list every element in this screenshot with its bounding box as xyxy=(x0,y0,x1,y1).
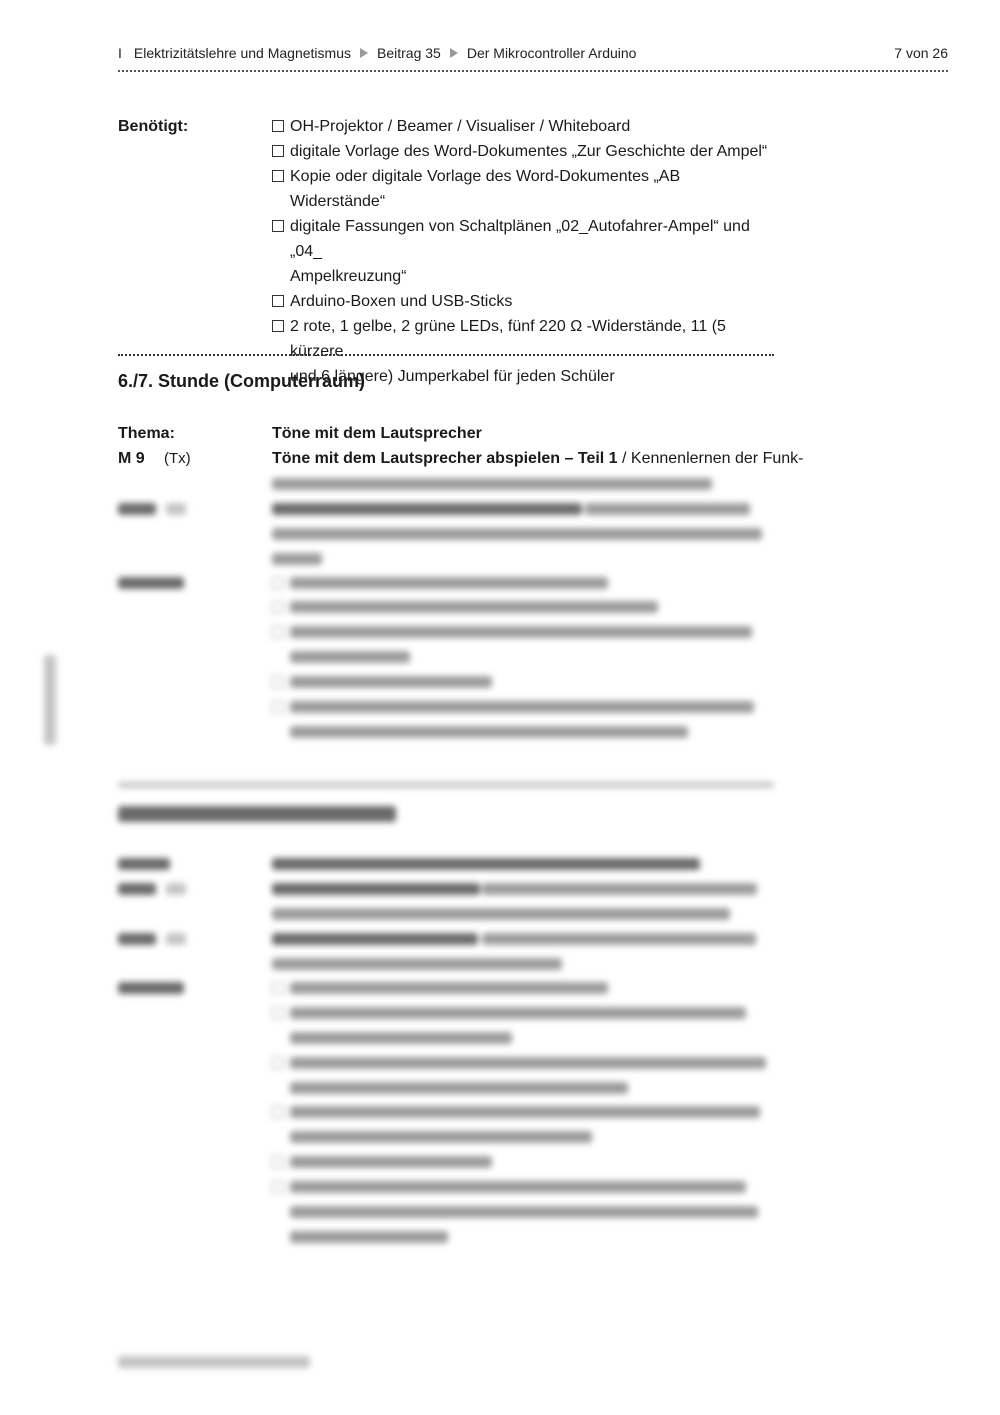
materials-item-text-cont: Ampelkreuzung“ xyxy=(290,268,407,285)
blurred-line xyxy=(290,1007,746,1019)
blurred-line xyxy=(482,883,757,895)
checkbox-icon xyxy=(272,1007,284,1019)
blurred-label xyxy=(118,982,184,994)
blurred-side-note xyxy=(44,655,58,745)
checkbox-icon xyxy=(272,601,284,613)
breadcrumb-topic: Elektrizitätslehre und Magnetismus xyxy=(133,45,351,61)
checkbox-icon xyxy=(272,1106,284,1118)
materials-item-text: OH-Projektor / Beamer / Visualiser / Whiteboard xyxy=(290,118,631,135)
blurred-line xyxy=(290,577,608,589)
blurred-tag xyxy=(166,503,186,515)
topic-label: Thema: xyxy=(118,425,175,442)
blurred-line xyxy=(272,958,562,970)
blurred-line xyxy=(290,651,410,663)
blurred-line xyxy=(290,1181,746,1193)
blurred-line xyxy=(290,1231,448,1243)
breadcrumb-article: Beitrag 35 xyxy=(377,45,441,61)
blurred-line xyxy=(585,503,750,515)
blurred-footer xyxy=(118,1356,310,1368)
checkbox-icon xyxy=(272,982,284,994)
blurred-line xyxy=(290,982,608,994)
blurred-line xyxy=(290,701,754,713)
material-m9-text: / Kennenlernen der Funk- xyxy=(617,450,804,467)
blurred-label xyxy=(118,933,156,945)
checkbox-icon xyxy=(272,577,284,589)
blurred-line xyxy=(290,1032,512,1044)
blurred-line xyxy=(272,528,762,540)
blurred-line xyxy=(482,933,756,945)
blurred-line xyxy=(272,858,700,870)
checkbox-icon xyxy=(272,1181,284,1193)
blurred-tag xyxy=(166,933,186,945)
header-bar: I xyxy=(118,45,122,61)
blurred-line xyxy=(290,1131,592,1143)
page-number: 7 von 26 xyxy=(894,45,948,61)
checkbox-icon xyxy=(272,1156,284,1168)
materials-item-text-cont: und 6 längere) Jumperkabel für jeden Schüler xyxy=(290,368,615,385)
checkbox-icon xyxy=(272,626,284,638)
materials-item-text: digitale Fassungen von Schaltplänen „02_Autofahrer-Ampel“ und „04_ xyxy=(290,218,750,260)
blurred-line xyxy=(272,908,730,920)
blurred-line xyxy=(290,1057,766,1069)
material-m9-label: M 9 xyxy=(118,450,145,467)
material-m9-tag: (Tx) xyxy=(164,450,191,467)
blurred-line xyxy=(272,933,478,945)
blurred-line xyxy=(290,1106,760,1118)
section-title: 6./7. Stunde (Computerraum) xyxy=(118,371,366,391)
blurred-title xyxy=(118,806,396,822)
checkbox-icon xyxy=(272,1057,284,1069)
materials-label: Benötigt: xyxy=(118,118,189,135)
blurred-line xyxy=(290,1206,758,1218)
blurred-line xyxy=(290,676,492,688)
blurred-line xyxy=(290,601,658,613)
materials-item-text: digitale Vorlage des Word-Dokumentes „Zur Geschichte der Ampel“ xyxy=(290,143,768,160)
blurred-label xyxy=(118,577,184,589)
breadcrumb-title: Der Mikrocontroller Arduino xyxy=(466,45,637,61)
blurred-line xyxy=(272,883,480,895)
material-m9-title: Töne mit dem Lautsprecher abspielen – Teil 1 xyxy=(272,450,618,467)
blurred-label xyxy=(118,883,156,895)
materials-item-text: 2 rote, 1 gelbe, 2 grüne LEDs, fünf 220 Ω -Widerstände, 11 (5 kürzere xyxy=(290,318,726,360)
materials-item-text: Arduino-Boxen und USB-Sticks xyxy=(290,293,513,310)
blurred-divider xyxy=(118,782,774,788)
blurred-tag xyxy=(166,883,186,895)
blurred-line xyxy=(272,553,322,565)
blurred-line xyxy=(290,726,688,738)
blurred-line xyxy=(290,1082,628,1094)
blurred-line xyxy=(272,478,712,490)
checkbox-icon xyxy=(272,701,284,713)
topic-value: Töne mit dem Lautsprecher xyxy=(272,425,482,442)
materials-item-text: Kopie oder digitale Vorlage des Word-Dokumentes „AB Widerstände“ xyxy=(290,168,681,210)
blurred-line xyxy=(290,1156,492,1168)
checkbox-icon xyxy=(272,676,284,688)
blurred-line xyxy=(272,503,582,515)
blurred-label xyxy=(118,858,170,870)
blurred-line xyxy=(290,626,752,638)
blurred-label xyxy=(118,503,156,515)
